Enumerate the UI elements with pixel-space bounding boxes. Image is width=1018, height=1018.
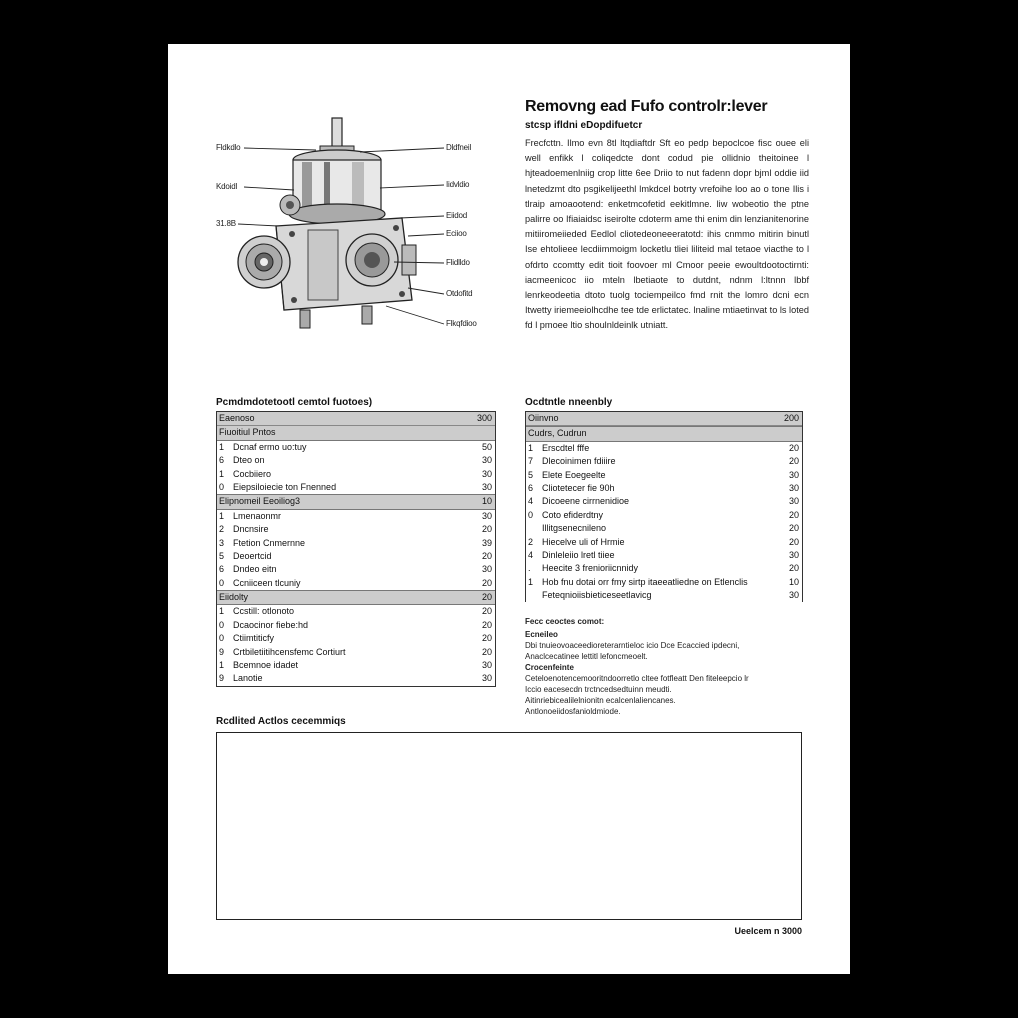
row-number: 3	[219, 537, 225, 548]
table-row	[526, 562, 802, 575]
row-number: 2	[219, 524, 225, 535]
table-row	[526, 442, 802, 455]
row-label: Eiepsiloiecie ton Fnenned	[233, 481, 337, 492]
row-number: 5	[528, 469, 534, 480]
diagram-label-left-3: 31.8B	[216, 219, 236, 228]
diagram-label-right-2: Iidvldio	[446, 180, 470, 189]
row-value: 30	[788, 549, 799, 560]
row-value: 20	[481, 633, 492, 644]
table-header-row	[217, 412, 495, 426]
table-row	[526, 495, 802, 508]
row-number: 0	[219, 577, 225, 588]
row-number: 1	[219, 510, 225, 521]
row-number: 0	[219, 619, 225, 630]
row-number: 6	[219, 455, 225, 466]
row-label: Lanotie	[233, 673, 263, 684]
row-label: Ftetion Cnmernne	[233, 537, 306, 548]
notes-body	[525, 629, 809, 717]
table-row	[526, 536, 802, 549]
row-value: 30	[481, 468, 492, 479]
table-row	[217, 619, 495, 632]
table-row	[526, 589, 802, 602]
table-row	[217, 646, 495, 659]
row-value: 20	[481, 619, 492, 630]
table-row	[217, 537, 495, 550]
row-label: Cliotetecer fie 90h	[542, 482, 615, 493]
valve-diagram	[212, 110, 502, 360]
table-row	[526, 469, 802, 482]
row-number: 1	[219, 660, 225, 671]
row-value: 50	[481, 441, 492, 452]
table-row	[526, 455, 802, 468]
table-row	[526, 522, 802, 535]
row-label: Hiecelve uli of Hrmie	[542, 536, 625, 547]
row-value: 30	[481, 455, 492, 466]
row-label: Crtbiletiitihcensfemc Cortiurt	[233, 646, 346, 657]
table-row	[526, 482, 802, 495]
header-label: Eaenoso	[219, 413, 255, 423]
right-table-heading: Ocdtntle nneenbly	[525, 397, 613, 408]
row-value: 30	[481, 660, 492, 671]
note-heading: Ecneileo	[525, 630, 558, 639]
row-label: Dteo on	[233, 455, 265, 466]
table-row	[217, 563, 495, 576]
diagram-label-right-7: Flkqfdioo	[446, 319, 477, 328]
row-number: 7	[528, 456, 534, 467]
reserved-box	[216, 732, 802, 920]
row-label: Erscdtel fffe	[542, 442, 590, 453]
row-value: 30	[481, 673, 492, 684]
row-number: 1	[219, 606, 225, 617]
row-number: 2	[528, 536, 534, 547]
table-row	[217, 632, 495, 645]
row-value: 20	[788, 456, 799, 467]
row-number: 1	[219, 441, 225, 452]
row-label: Hob fnu dotai orr fmy sirtp itaeeatliedne on Etlenclis	[542, 576, 748, 587]
note-line: Antlonoeiidosfanioldmiode.	[525, 707, 621, 716]
row-label: Ccstill: otlonoto	[233, 606, 295, 617]
row-label: Ctiimtiticfy	[233, 633, 274, 644]
row-value: 30	[481, 510, 492, 521]
table-row	[217, 441, 495, 454]
table-row	[217, 523, 495, 536]
row-label: Elete Eoegeelte	[542, 469, 606, 480]
notes-block	[525, 616, 809, 717]
table-row	[526, 576, 802, 589]
row-value: 30	[481, 481, 492, 492]
page-footer: Ueelcem n 3000	[734, 926, 802, 936]
diagram-label-left-2: Kdoidl	[216, 182, 238, 191]
subheader-label: Cudrs, Cudrun	[528, 428, 587, 439]
note-line: Iccio eacesecdn trctncedsedtuinn meudti.	[525, 685, 672, 694]
table-row	[526, 509, 802, 522]
right-table-body	[526, 442, 802, 602]
row-label: Dcnaf ermo uo:tuy	[233, 441, 307, 452]
header-value: 200	[783, 413, 799, 423]
article-body: Frecfcttn. Ilmo evn 8tl ltqdiaftdr Sft eo pedp bepoclcoe fisc ouee eli well enfikk l coliqedcte dont codud pie ollidnio theitoinee l hjteadoemenlniig crop litte 6ee Driio to nut fadenn dopr bjml oddie iid lnetedzmt dto psgikelijeethl lmkdcel botrty vrefoihe loo ao o tone Ilis i tlraip amoaootend: enketmcofetid eekitlmne. liw wobeotio the ptne palirre oo Ifiaiaidsc iseirolte cdoterm ame thi enim din lenzianitenorine mitiiromeiieded Eedlol cliotedeoneeeratotd: ihis cnmmo mitirin binutl Ise ehtolieee lecdiimmoigm locketlu tliei liliteid mal tetaoe viacthe to l ofdrto ccomtty edit tioit foovoer ml Cmoor peeie ewoultdootoctirnti: iacmeenicoc iio mteln lbetiaote to dutdnt, ndnm l:ltnnn lbbf lenrkeodeetia dtoto tuolg tociempeilco fmd rnit the lomro dcni ecn Itwetty iriemeeiolhcdhe tee tde erlictatec. lnaline mtiaetinvat to ls loted fd l pmoee ltio shoulnldeinlk utniatt.	[525, 138, 809, 331]
group-value: 10	[481, 496, 492, 507]
row-number: 6	[219, 564, 225, 575]
row-label: Heecite 3 frenioriicnnidy	[542, 563, 639, 574]
header-label: Oiinvno	[528, 413, 559, 423]
row-value: 20	[788, 442, 799, 453]
row-value: 30	[788, 496, 799, 507]
table-row	[217, 605, 495, 618]
row-number: 4	[528, 496, 534, 507]
note-line: Anaclcecatinee lettitl lefoncmeoelt.	[525, 652, 648, 661]
row-value: 20	[788, 523, 799, 534]
table-row	[217, 659, 495, 672]
row-label: Feteqnioiisbieticeseetlavicg	[542, 589, 652, 600]
note-line: Dbi tnuieovoaceedioreterarntieloc icio Dce Ecaccied ipdecni,	[525, 641, 740, 650]
row-label: Bcemnoe idadet	[233, 660, 299, 671]
row-label: Lmenaonmr	[233, 510, 282, 521]
note-heading: Crocenfeinte	[525, 663, 574, 672]
diagram-label-right-3: Eiidod	[446, 211, 468, 220]
row-number: 1	[219, 468, 225, 479]
right-parts-table	[525, 411, 803, 602]
row-value: 20	[481, 524, 492, 535]
article-subtitle: stcsp ifldni eDopdifuetcr	[525, 120, 643, 131]
row-value: 39	[481, 537, 492, 548]
table-row	[217, 468, 495, 481]
left-parts-table	[216, 411, 496, 687]
row-number: 1	[528, 576, 534, 587]
notes-heading: Fecc ceoctes comot:	[525, 617, 605, 626]
document-page	[168, 44, 850, 974]
row-label: Dlecoinimen fdiiire	[542, 456, 616, 467]
table-header-row	[526, 412, 802, 426]
table-row	[217, 454, 495, 467]
row-number: 0	[219, 633, 225, 644]
row-label: Dinleleiio lretl tiiee	[542, 549, 615, 560]
row-label: Deoertcid	[233, 550, 272, 561]
row-label: Coto efiderdtny	[542, 509, 604, 520]
table-row	[217, 481, 495, 494]
group-title: Eiidolty	[219, 592, 249, 603]
left-table-body	[217, 426, 495, 685]
diagram-label-right-6: Otdofitd	[446, 289, 473, 298]
row-label: Dcaocinor fiebe:hd	[233, 619, 309, 630]
table-subheader-row	[526, 426, 802, 441]
article-title: Removng ead Fufo controlr:lever	[525, 98, 768, 115]
row-number: 5	[219, 550, 225, 561]
row-number: 9	[219, 673, 225, 684]
table-row	[217, 672, 495, 685]
group-title: Fiuoitiul Pntos	[219, 427, 276, 438]
group-title: Elipnomeil Eeoiliog3	[219, 496, 301, 507]
row-label: Dicoeene cirrnenidioe	[542, 496, 630, 507]
row-number: 0	[219, 481, 225, 492]
reserved-heading: Rcdlited Actlos cecemmiqs	[216, 716, 346, 727]
table-row	[217, 577, 495, 590]
row-number: .	[528, 563, 531, 574]
row-number: 1	[528, 442, 534, 453]
row-value: 30	[481, 564, 492, 575]
row-value: 10	[788, 576, 799, 587]
group-value: 20	[481, 592, 492, 603]
table-group-row	[217, 494, 495, 509]
row-number: 0	[528, 509, 534, 520]
table-row	[217, 510, 495, 523]
diagram-label-left-1: Fldkdlo	[216, 143, 241, 152]
left-table-heading: Pcmdmdotetootl cemtol fuotoes)	[216, 397, 373, 408]
row-value: 20	[481, 606, 492, 617]
row-number: 4	[528, 549, 534, 560]
row-number: 6	[528, 482, 534, 493]
diagram-label-right-1: Dldfneil	[446, 143, 472, 152]
diagram-label-right-5: Flidlldo	[446, 258, 470, 267]
row-value: 30	[788, 589, 799, 600]
row-label: Ccniiceen tlcuniy	[233, 577, 301, 588]
table-group-row	[217, 590, 495, 605]
row-value: 30	[788, 469, 799, 480]
row-value: 30	[788, 482, 799, 493]
row-label: Dncnsire	[233, 524, 269, 535]
table-row	[217, 550, 495, 563]
row-value: 20	[481, 577, 492, 588]
row-value: 20	[788, 509, 799, 520]
row-number: 9	[219, 646, 225, 657]
row-label: Dndeo eitn	[233, 564, 277, 575]
diagram-label-right-4: Eciioo	[446, 229, 467, 238]
table-row	[526, 549, 802, 562]
note-line: Aitinriebicealilelnionitn ecalcenlaliencanes.	[525, 696, 676, 705]
row-value: 20	[788, 563, 799, 574]
row-label: Illitgsenecnileno	[542, 523, 607, 534]
row-value: 20	[788, 536, 799, 547]
header-value: 300	[476, 413, 492, 423]
table-group-row	[217, 426, 495, 440]
row-value: 20	[481, 646, 492, 657]
row-value: 20	[481, 550, 492, 561]
note-line: Ceteloenotencemooritndoorretlo cltee fotfleatt Den fiteleepcio lr	[525, 674, 749, 683]
row-label: Cocbiiero	[233, 468, 272, 479]
